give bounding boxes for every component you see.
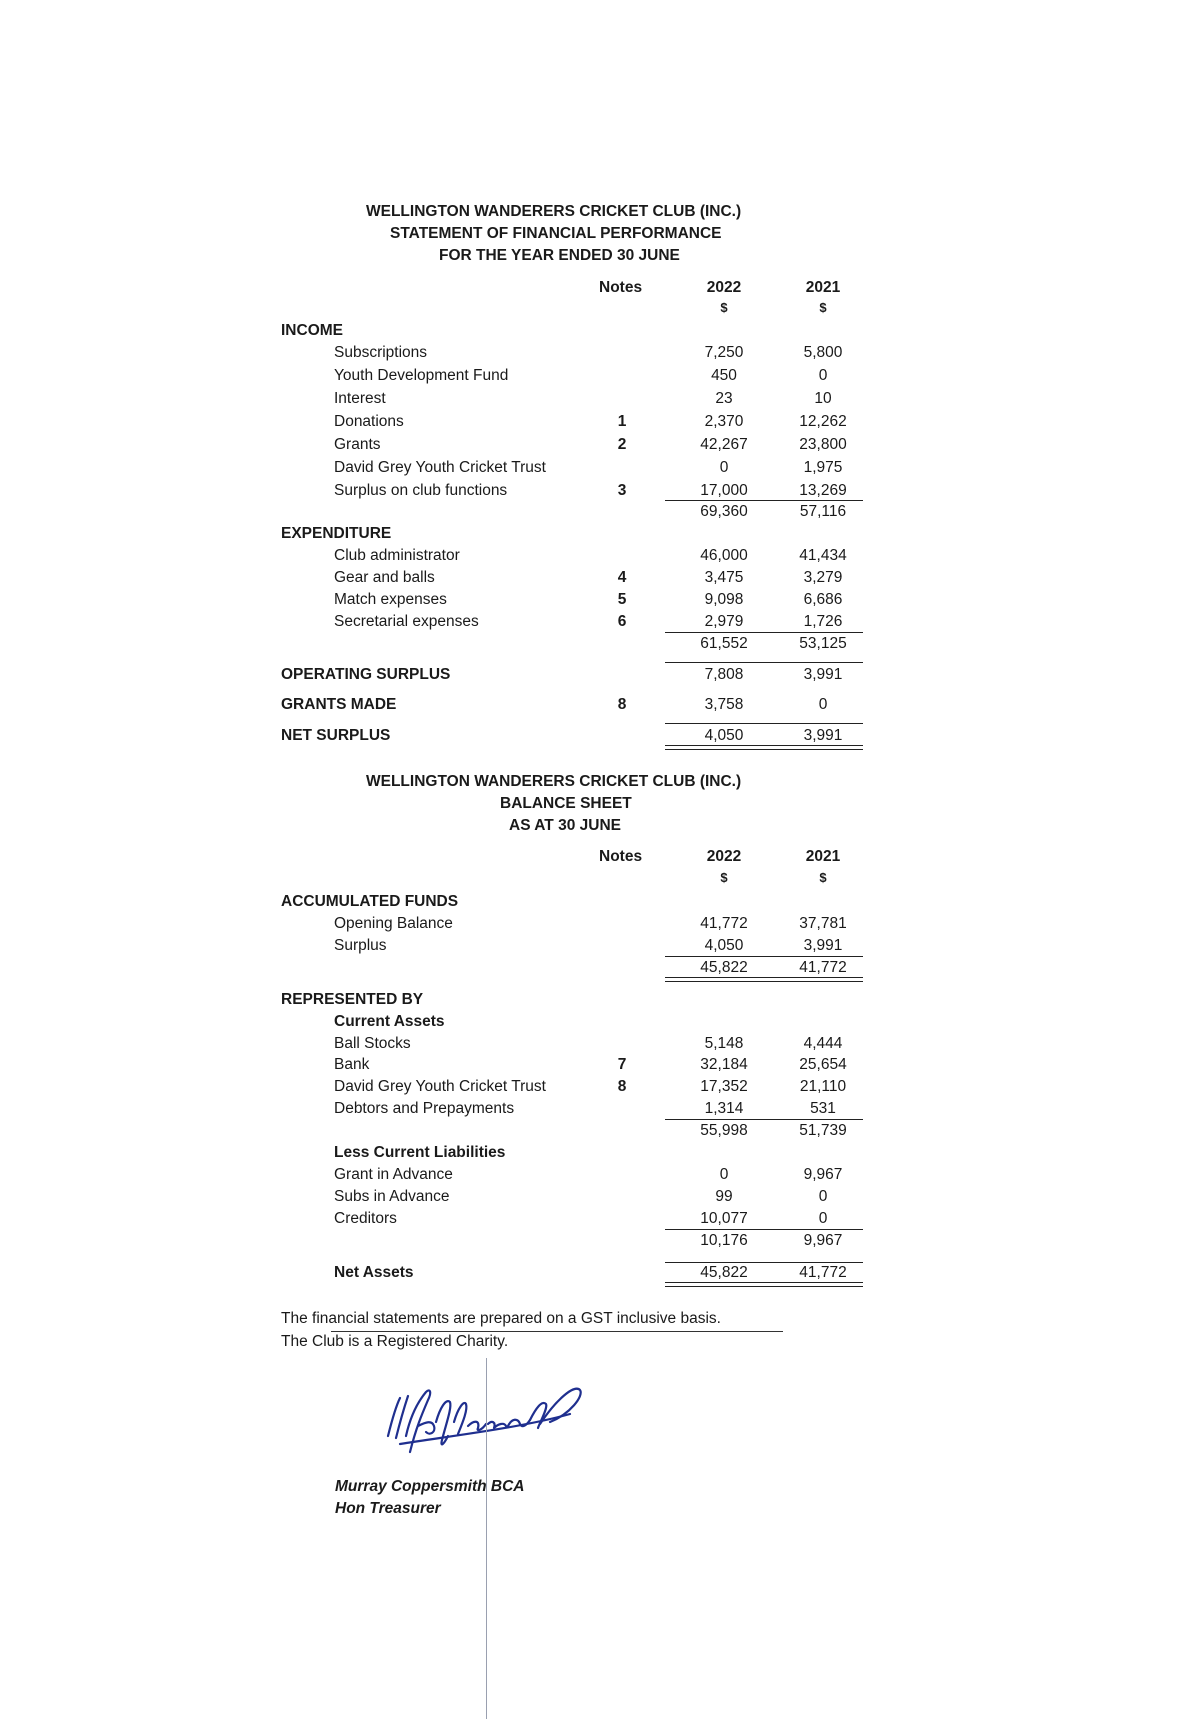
performance-currency-2021: $: [819, 300, 827, 315]
expenditure-total-2021: 53,125: [799, 635, 847, 652]
row-value-2021: 531: [810, 1100, 836, 1117]
balance-title-line3: AS AT 30 JUNE: [509, 817, 621, 834]
income-total-2021: 57,116: [799, 503, 847, 520]
row-value-2022: 99: [715, 1188, 733, 1205]
income-total-2022: 69,360: [700, 503, 748, 520]
represented-by-heading: REPRESENTED BY: [281, 991, 424, 1008]
row-value-2022: 17,000: [700, 482, 748, 499]
row-value-2021: 23,800: [799, 436, 847, 453]
row-note: 2: [617, 436, 627, 453]
signatory-role: Hon Treasurer: [335, 1500, 441, 1517]
row-value-2022: 0: [719, 459, 729, 476]
row-value-2022: 1,314: [704, 1100, 744, 1117]
balance-col-2021: 2021: [805, 848, 841, 865]
row-value-2022: 4,050: [704, 937, 744, 954]
row-value-2022: 2,979: [704, 613, 744, 630]
row-value-2021: 1,726: [803, 613, 843, 630]
row-label: Youth Development Fund: [334, 367, 509, 384]
signature-image: [370, 1378, 600, 1458]
scan-artifact-line: [486, 1358, 487, 1719]
performance-col-notes: Notes: [599, 279, 643, 296]
row-label: Subscriptions: [334, 344, 428, 361]
row-value-2022: 42,267: [700, 436, 748, 453]
performance-title-line3: FOR THE YEAR ENDED 30 JUNE: [439, 247, 680, 264]
net-assets-double-rule: [665, 1282, 863, 1287]
row-value-2021: 1,975: [803, 459, 843, 476]
row-note: 5: [617, 591, 627, 608]
row-label: Grants: [334, 436, 381, 453]
row-value-2021: 0: [818, 1188, 828, 1205]
balance-currency-2021: $: [819, 870, 827, 885]
row-label: Donations: [334, 413, 404, 430]
balance-title-line2: BALANCE SHEET: [500, 795, 632, 812]
current-assets-heading: Current Assets: [334, 1013, 445, 1030]
net-assets-label: Net Assets: [334, 1264, 414, 1281]
row-value-2021: 25,654: [799, 1056, 847, 1073]
row-value-2022: 3,475: [704, 569, 744, 586]
row-value-2022: 32,184: [700, 1056, 748, 1073]
net-surplus-2022: 4,050: [704, 727, 744, 744]
grants-made-label: GRANTS MADE: [281, 696, 397, 713]
row-value-2022: 9,098: [704, 591, 744, 608]
row-value-2021: 10: [814, 390, 832, 407]
row-value-2022: 2,370: [704, 413, 744, 430]
row-label: Gear and balls: [334, 569, 435, 586]
row-label: David Grey Youth Cricket Trust: [334, 1078, 546, 1095]
current-liabilities-heading: Less Current Liabilities: [334, 1144, 506, 1161]
row-value-2021: 41,434: [799, 547, 847, 564]
operating-surplus-label: OPERATING SURPLUS: [281, 666, 451, 683]
operating-surplus-rule: [665, 662, 863, 663]
net-surplus-top-rule: [665, 723, 863, 724]
performance-col-2022: 2022: [706, 279, 742, 296]
row-value-2022: 10,077: [700, 1210, 748, 1227]
row-value-2021: 9,967: [803, 1166, 843, 1183]
row-value-2021: 0: [818, 367, 828, 384]
net-assets-top-rule: [665, 1262, 863, 1263]
expenditure-subtotal-rule: [665, 632, 863, 633]
funds-subtotal-rule: [665, 956, 863, 957]
row-label: Grant in Advance: [334, 1166, 453, 1183]
row-note: 4: [617, 569, 627, 586]
signature-line: [331, 1331, 783, 1332]
operating-surplus-2021: 3,991: [803, 666, 843, 683]
row-label: Ball Stocks: [334, 1035, 411, 1052]
funds-total-2021: 41,772: [799, 959, 847, 976]
row-value-2021: 21,110: [799, 1078, 847, 1095]
row-value-2021: 0: [818, 1210, 828, 1227]
net-surplus-double-rule: [665, 745, 863, 750]
signatory-name: Murray Coppersmith BCA: [335, 1478, 525, 1495]
income-subtotal-rule: [665, 500, 863, 501]
row-value-2021: 4,444: [803, 1035, 843, 1052]
row-value-2021: 3,991: [803, 937, 843, 954]
grants-made-note: 8: [617, 696, 627, 713]
balance-col-2022: 2022: [706, 848, 742, 865]
row-label: Surplus on club functions: [334, 482, 508, 499]
net-surplus-2021: 3,991: [803, 727, 843, 744]
row-label: David Grey Youth Cricket Trust: [334, 459, 546, 476]
performance-title-line2: STATEMENT OF FINANCIAL PERFORMANCE: [390, 225, 722, 242]
net-surplus-label: NET SURPLUS: [281, 727, 391, 744]
balance-col-notes: Notes: [599, 848, 643, 865]
footnote-charity: The Club is a Registered Charity.: [281, 1333, 509, 1350]
performance-title-line1: WELLINGTON WANDERERS CRICKET CLUB (INC.): [366, 203, 742, 220]
row-value-2022: 46,000: [700, 547, 748, 564]
row-value-2022: 5,148: [704, 1035, 744, 1052]
row-label: Subs in Advance: [334, 1188, 450, 1205]
row-value-2022: 0: [719, 1166, 729, 1183]
operating-surplus-2022: 7,808: [704, 666, 744, 683]
balance-title-line1: WELLINGTON WANDERERS CRICKET CLUB (INC.): [366, 773, 742, 790]
assets-subtotal-rule: [665, 1119, 863, 1120]
row-note: 8: [617, 1078, 627, 1095]
row-value-2021: 13,269: [799, 482, 847, 499]
row-label: Surplus: [334, 937, 387, 954]
grants-made-2022: 3,758: [704, 696, 744, 713]
row-label: Creditors: [334, 1210, 397, 1227]
grants-made-2021: 0: [818, 696, 828, 713]
row-value-2022: 23: [715, 390, 733, 407]
liabilities-total-2022: 10,176: [700, 1232, 748, 1249]
row-label: Secretarial expenses: [334, 613, 479, 630]
net-assets-2022: 45,822: [700, 1264, 748, 1281]
row-label: Club administrator: [334, 547, 460, 564]
row-value-2022: 7,250: [704, 344, 744, 361]
footnote-gst: The financial statements are prepared on a GST inclusive basis.: [281, 1310, 721, 1327]
row-label: Bank: [334, 1056, 370, 1073]
row-note: 3: [617, 482, 627, 499]
expenditure-total-2022: 61,552: [700, 635, 748, 652]
row-note: 6: [617, 613, 627, 630]
row-value-2021: 37,781: [799, 915, 847, 932]
funds-total-2022: 45,822: [700, 959, 748, 976]
row-label: Debtors and Prepayments: [334, 1100, 515, 1117]
row-value-2022: 17,352: [700, 1078, 748, 1095]
accumulated-funds-heading: ACCUMULATED FUNDS: [281, 893, 459, 910]
row-value-2021: 3,279: [803, 569, 843, 586]
row-label: Opening Balance: [334, 915, 453, 932]
performance-currency-2022: $: [720, 300, 728, 315]
row-label: Match expenses: [334, 591, 447, 608]
assets-total-2022: 55,998: [700, 1122, 748, 1139]
row-value-2022: 41,772: [700, 915, 748, 932]
liabilities-total-2021: 9,967: [803, 1232, 843, 1249]
income-heading: INCOME: [281, 322, 343, 339]
net-assets-2021: 41,772: [799, 1264, 847, 1281]
performance-col-2021: 2021: [805, 279, 841, 296]
assets-total-2021: 51,739: [799, 1122, 847, 1139]
expenditure-heading: EXPENDITURE: [281, 525, 392, 542]
balance-currency-2022: $: [720, 870, 728, 885]
row-value-2022: 450: [711, 367, 737, 384]
row-label: Interest: [334, 390, 386, 407]
liabilities-subtotal-rule: [665, 1229, 863, 1230]
row-value-2021: 6,686: [803, 591, 843, 608]
row-value-2021: 12,262: [799, 413, 847, 430]
row-note: 7: [617, 1056, 627, 1073]
funds-total-double-rule: [665, 977, 863, 982]
row-note: 1: [617, 413, 627, 430]
row-value-2021: 5,800: [803, 344, 843, 361]
